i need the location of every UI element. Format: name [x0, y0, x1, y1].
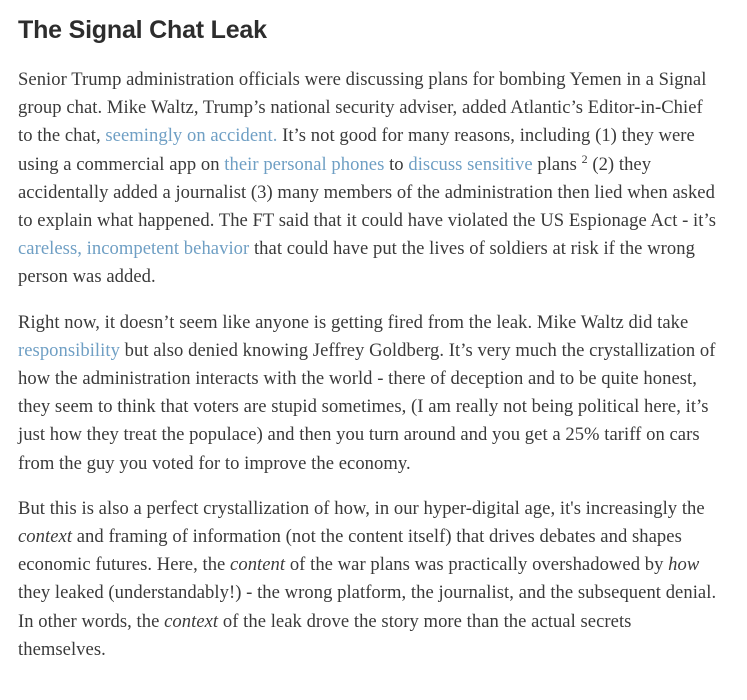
paragraph-3: [18, 495, 718, 664]
emphasis-content: content: [230, 554, 286, 576]
link-discuss-sensitive[interactable]: discuss sensitive: [408, 153, 533, 175]
link-their-personal-phones[interactable]: their personal phones: [224, 153, 385, 175]
paragraph-text: to: [384, 153, 409, 175]
emphasis-context: context: [18, 526, 73, 548]
paragraph-text: plans: [532, 153, 582, 175]
article: [18, 14, 718, 681]
paragraph-text: of the war plans was practically overshadowed by: [285, 554, 669, 576]
emphasis-context: context: [164, 610, 219, 632]
paragraph-text: they leaked (understandably!) - the wrong platform, the journalist, and the subsequent denial. In other words, the: [18, 582, 717, 632]
paragraph-text: (2) they accidentally added a journalist (3) many members of the administration then lied when asked to explain what happened. The FT said that it could have violated the US Espionage Act - it’s: [18, 153, 716, 232]
paragraph-text: but also denied knowing Jeffrey Goldberg. It’s very much the crystallization of how the administration interacts with the world - there of deception and to be quite honest, they seem to think that voters are stupid sometimes, (I am really not being political here, it’s just how they treat the populace) and then you turn around and you get a 25% tariff on cars from the guy you voted for to improve the economy.: [18, 339, 716, 474]
paragraph-text: Right now, it doesn’t seem like anyone is getting fired from the leak. Mike Waltz did take: [18, 311, 689, 333]
footnote-marker[interactable]: 2: [581, 151, 588, 166]
link-careless-incompetent-behavior[interactable]: careless, incompetent behavior: [18, 238, 250, 260]
article-title: The Signal Chat Leak: [18, 16, 267, 44]
paragraph-text: It’s not good for many reasons, including (1) they were using a commercial app on: [18, 125, 695, 175]
paragraph-text: Senior Trump administration officials were discussing plans for bombing Yemen in a Signal group chat. Mike Waltz, Trump’s national security adviser, added Atlantic’s Editor-in-Chief to the chat,: [18, 69, 707, 147]
paragraph-text: of the leak drove the story more than the actual secrets themselves.: [18, 610, 632, 660]
paragraph-text: and framing of information (not the content itself) that drives debates and shapes economic futures. Here, the: [18, 526, 682, 576]
emphasis-how: how: [668, 554, 700, 576]
link-seemingly-on-accident[interactable]: seemingly on accident.: [105, 125, 278, 147]
paragraph-1: [18, 66, 718, 292]
paragraph-text: But this is also a perfect crystallization of how, in our hyper-digital age, it's increasingly the: [18, 497, 705, 519]
paragraph-text: that could have put the lives of soldiers at risk if the wrong person was added.: [18, 238, 695, 288]
paragraph-2: [18, 309, 718, 478]
link-responsibility[interactable]: responsibility: [18, 339, 120, 361]
